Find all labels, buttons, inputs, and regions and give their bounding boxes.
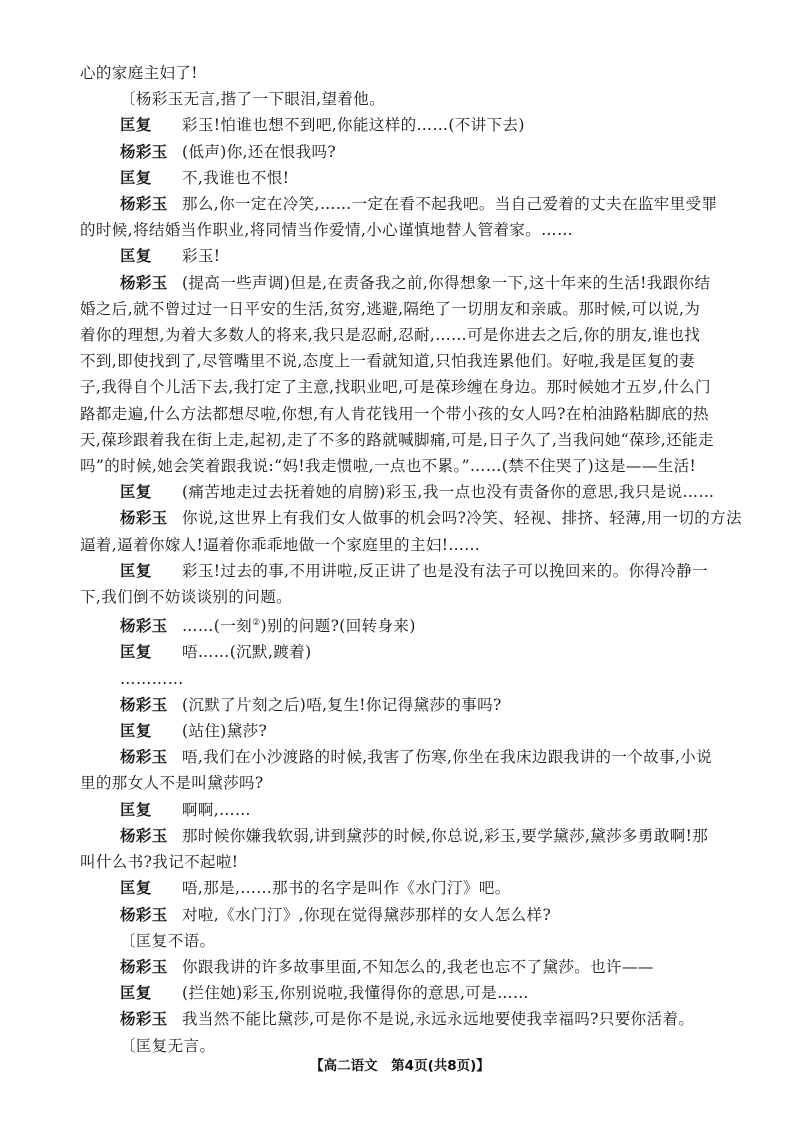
continuation-line: 吗”的时候,她会笑着跟我说:“妈!我走惯啦,一点也不累。”……(禁不住哭了)这是——生活! (80, 457, 697, 476)
dialogue-text: (提高一些声调)但是,在责备我之前,你得想象一下,这十年来的生活!我跟你结 (182, 273, 711, 292)
speaker-name: 匡复 (120, 722, 152, 741)
speaker-name: 杨彩玉 (120, 905, 168, 924)
speaker-name: 匡复 (120, 483, 152, 502)
dialogue-text: 唔……(沉默,踱着) (182, 643, 312, 662)
dialogue-line (80, 744, 720, 770)
dialogue-line (80, 505, 742, 531)
dialogue-text: 对啦,《水门汀》,你现在觉得黛莎那样的女人怎么样? (182, 905, 552, 924)
continuation-line: 天,葆珍跟着我在街上走,起初,走了不多的路就喊脚痛,可是,日子久了,当我问她“葆珍,还能走 (80, 430, 714, 449)
speaker-name: 匡复 (120, 247, 152, 266)
dialogue-line (80, 823, 720, 849)
dialogue-line (80, 954, 720, 980)
continuation-line: 着你的理想,为着大多数人的将来,我只是忍耐,忍耐,……可是你进去之后,你的朋友,谁也找 (80, 326, 701, 345)
dialogue-line (80, 1006, 720, 1032)
dialogue-text: (沉默了片刻之后)唔,复生!你记得黛莎的事吗? (182, 695, 502, 714)
dialogue-text: (站住)黛莎? (182, 722, 268, 741)
dialogue-text-continued: )别的问题?(回转身来) (260, 617, 416, 636)
stage-direction: 〔杨彩玉无言,揩了一下眼泪,望着他。 (120, 90, 386, 109)
continuation-line: 不到,即使找到了,尽管嘴里不说,态度上一看就知道,只怕我连累他们。好啦,我是匡复的妻 (80, 352, 695, 371)
speaker-name: 匡复 (120, 168, 152, 187)
speaker-name: 杨彩玉 (120, 826, 168, 845)
continuation-line: 里的那女人不是叫黛莎吗? (80, 774, 264, 793)
dialogue-text: 那么,你一定在冷笑,……一定在看不起我吧。当自己爱着的丈夫在监牢里受罪 (182, 195, 718, 214)
dialogue-line (80, 243, 720, 269)
speaker-name: 杨彩玉 (120, 748, 168, 767)
dialogue-text: (拦住她)彩玉,你别说啦,我懂得你的意思,可是…… (182, 984, 529, 1003)
speaker-name: 匡复 (120, 561, 152, 580)
dialogue-line (80, 479, 720, 505)
dialogue-text: 那时候你嫌我软弱,讲到黛莎的时候,你总说,彩玉,要学黛莎,黛莎多勇敢啊!那 (182, 826, 709, 845)
ellipsis-line: ………… (120, 669, 184, 688)
dialogue-line (80, 558, 720, 584)
dialogue-line (80, 112, 720, 138)
dialogue-text: 我当然不能比黛莎,可是你不是说,永远永远地要使我幸福吗?只要你活着。 (182, 1010, 695, 1029)
continuation-line: 路都走遍,什么方法都想尽啦,你想,有人肯花钱用一个带小孩的女人吗?在柏油路粘脚底的热 (80, 404, 709, 423)
speaker-name: 匡复 (120, 879, 152, 898)
continuation-line: 的时候,将结婚当作职业,将同情当作爱情,小心谨慎地替人管着家。…… (80, 221, 573, 240)
dialogue-line (80, 797, 720, 823)
speaker-name: 杨彩玉 (120, 195, 168, 214)
stage-direction: 〔匡复无言。 (120, 1036, 216, 1055)
speaker-name: 杨彩玉 (120, 273, 168, 292)
dialogue-text: 彩玉!过去的事,不用讲啦,反正讲了也是没有法子可以挽回来的。你得冷静一 (182, 561, 709, 580)
page-footer: 【高二语文 第4页(共8页)】 (310, 1058, 490, 1074)
speaker-name: 杨彩玉 (120, 142, 168, 161)
dialogue-text: 你跟我讲的许多故事里面,不知怎么的,我老也忘不了黛莎。也许—— (182, 957, 654, 976)
speaker-name: 杨彩玉 (120, 509, 168, 528)
dialogue-line (80, 875, 720, 901)
dialogue-line (80, 270, 720, 296)
stage-direction: 〔匡复不语。 (120, 931, 216, 950)
speaker-name: 匡复 (120, 984, 152, 1003)
dialogue-line (80, 692, 720, 718)
dialogue-text: 啊啊,…… (182, 800, 251, 819)
dialogue-text: ……(一刻 (182, 617, 253, 636)
dialogue-line (80, 639, 720, 665)
dialogue-text: 彩玉!怕谁也想不到吧,你能这样的……(不讲下去) (182, 116, 525, 135)
speaker-name: 杨彩玉 (120, 695, 168, 714)
dialogue-line (80, 718, 720, 744)
dialogue-text: (低声)你,还在恨我吗? (182, 142, 337, 161)
dialogue-line (80, 980, 720, 1006)
continuation-line: 子,我得自个儿活下去,我打定了主意,找职业吧,可是葆珍缠在身边。那时候她才五岁,什么门 (80, 378, 711, 397)
script-page (80, 60, 742, 1059)
continuation-line: 叫什么书?我记不起啦! (80, 853, 239, 872)
dialogue-text: (痛苦地走过去抚着她的肩膀)彩玉,我一点也没有责备你的意思,我只是说…… (182, 483, 715, 502)
speaker-name: 杨彩玉 (120, 1010, 168, 1029)
dialogue-text: 不,我谁也不恨! (182, 168, 290, 187)
footnote-marker: ② (252, 618, 261, 629)
dialogue-line (80, 165, 720, 191)
dialogue-text: 彩玉! (182, 247, 221, 266)
dialogue-line (80, 139, 720, 165)
dialogue-line (80, 610, 720, 639)
continuation-line: 逼着,逼着你嫁人!逼着你乖乖地做一个家庭里的主妇!…… (80, 535, 481, 554)
speaker-name: 杨彩玉 (120, 957, 168, 976)
dialogue-line (80, 902, 720, 928)
speaker-name: 杨彩玉 (120, 617, 168, 636)
dialogue-line (80, 191, 720, 217)
continuation-line: 下,我们倒不妨谈谈别的问题。 (80, 588, 293, 607)
speaker-name: 匡复 (120, 800, 152, 819)
dialogue-text: 唔,那是,……那书的名字是叫作《水门汀》吧。 (182, 879, 511, 898)
text-line: 心的家庭主妇了! (80, 64, 198, 82)
dialogue-text: 唔,我们在小沙渡路的时候,我害了伤寒,你坐在我床边跟我讲的一个故事,小说 (182, 748, 713, 767)
continuation-line: 婚之后,就不曾过过一日平安的生活,贫穷,逃避,隔绝了一切朋友和亲戚。那时候,可以说,为 (80, 299, 701, 318)
dialogue-text: 你说,这世界上有我们女人做事的机会吗?冷笑、轻视、排挤、轻薄,用一切的方法 (182, 509, 742, 528)
speaker-name: 匡复 (120, 116, 152, 135)
speaker-name: 匡复 (120, 643, 152, 662)
